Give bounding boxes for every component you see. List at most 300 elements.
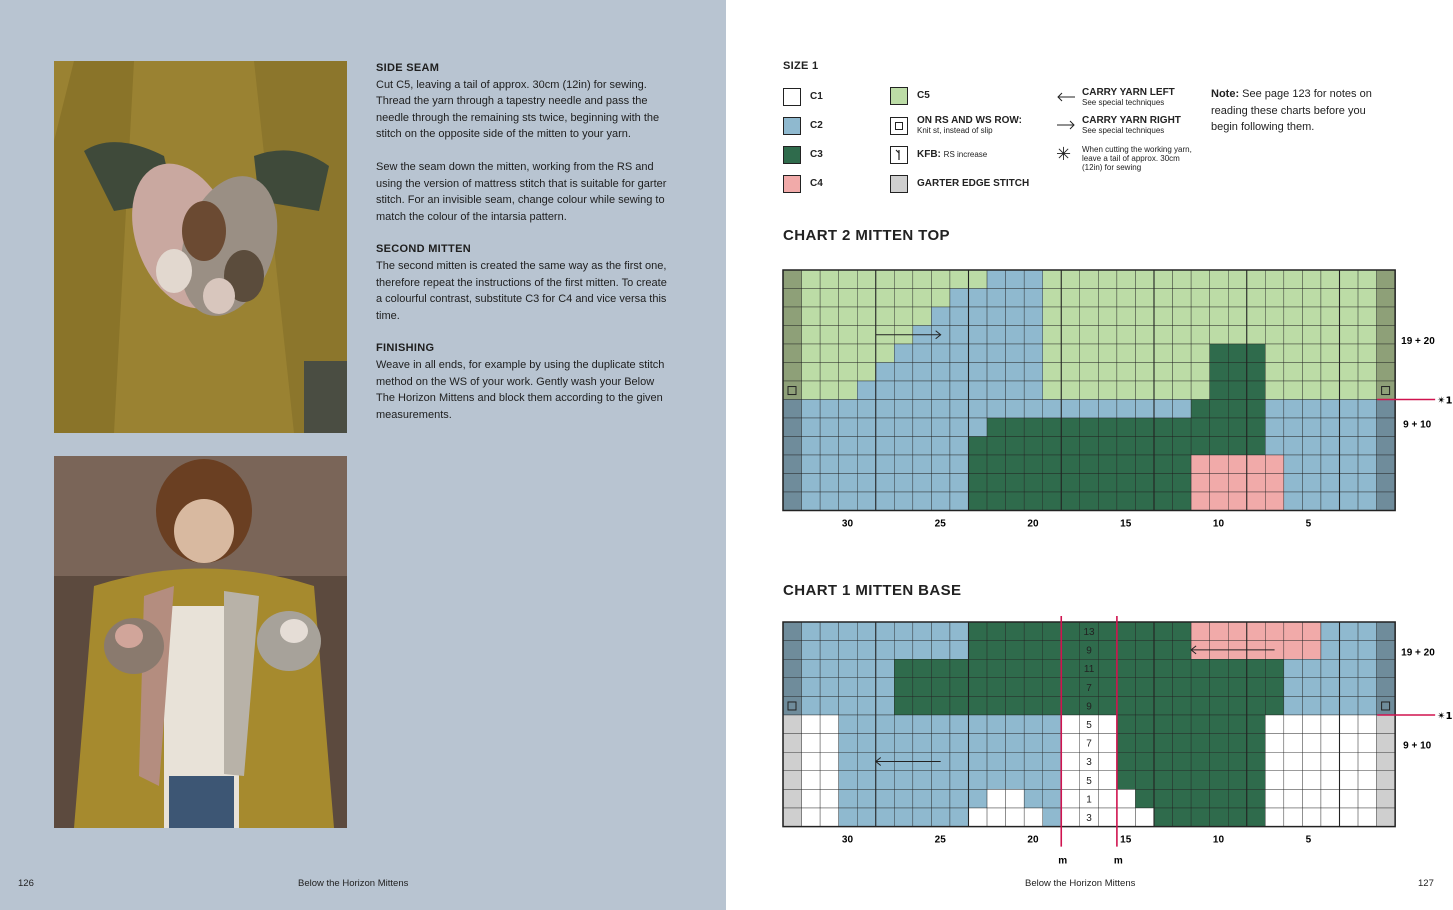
chart2-cell (1024, 437, 1043, 456)
chart1-cell (1173, 752, 1192, 771)
chart2-cell (820, 381, 839, 400)
chart2-cell (1340, 492, 1359, 511)
chart2-cell (1321, 455, 1340, 474)
chart1-cell (987, 678, 1006, 697)
legend-kfb (890, 146, 987, 164)
chart1-cell (783, 622, 802, 641)
chart2-cell (783, 437, 802, 456)
chart1-cell (969, 641, 988, 660)
chart2-cell (1228, 455, 1247, 474)
chart1-cell (950, 659, 969, 678)
chart1-cell (1061, 678, 1080, 697)
chart2-cell (1228, 289, 1247, 308)
chart2-cell (1173, 344, 1192, 363)
chart1-row-number: 3 (1086, 813, 1092, 824)
chart2-cell (1006, 455, 1025, 474)
chart1-cell (1024, 622, 1043, 641)
legend-label: GARTER EDGE STITCH (917, 178, 1030, 189)
chart1-cell (913, 622, 932, 641)
chart2-cell (1080, 492, 1099, 511)
chart1-cell (1340, 622, 1359, 641)
chart1-cell (1191, 752, 1210, 771)
chart2-cell (931, 418, 950, 437)
chart1-cell (876, 789, 895, 808)
chart2-cell (1377, 400, 1396, 419)
chart1-cell (969, 752, 988, 771)
chart2-cell (987, 381, 1006, 400)
chart1-cell (913, 696, 932, 715)
chart2-cell (1154, 381, 1173, 400)
chart2-cell (1173, 381, 1192, 400)
legend-sublabel: RS increase (943, 150, 988, 159)
chart2-cell (1358, 418, 1377, 437)
chart1-cell (1265, 678, 1284, 697)
chart1-cell (1247, 622, 1266, 641)
chart1-cell (1154, 659, 1173, 678)
chart2-cell (969, 363, 988, 382)
chart2-cell (1210, 418, 1229, 437)
chart1-cell (1321, 641, 1340, 660)
chart2-cell (1191, 307, 1210, 326)
chart2-cell (1098, 363, 1117, 382)
chart1-cell (1061, 659, 1080, 678)
chart1-cell (1302, 771, 1321, 790)
chart2-cell (1247, 400, 1266, 419)
chart2-cell (820, 289, 839, 308)
section-heading: SIDE SEAM (376, 62, 440, 74)
chart2-cell (820, 437, 839, 456)
legend-label: KFB: (917, 149, 941, 160)
chart2-cell (1284, 307, 1303, 326)
chart2-cell (1173, 474, 1192, 493)
chart1-cell (1377, 641, 1396, 660)
chart1-cell (802, 622, 821, 641)
legend-c3 (783, 146, 823, 164)
chart1-cell (1284, 752, 1303, 771)
chart1-tick-label: 15 (1120, 834, 1132, 846)
reading-note (1211, 86, 1386, 136)
chart2-cell (1321, 326, 1340, 345)
chart2-cell (1210, 270, 1229, 289)
chart2-cell (857, 455, 876, 474)
chart2-cell (950, 400, 969, 419)
chart1-cell (802, 752, 821, 771)
chart2-cell (839, 344, 858, 363)
chart2-cell (894, 437, 913, 456)
chart2-cell (820, 363, 839, 382)
chart2-cell (783, 492, 802, 511)
chart2-cell (969, 307, 988, 326)
chart1-cell (1247, 678, 1266, 697)
chart1-cell (913, 734, 932, 753)
legend-carry-right (1056, 116, 1181, 136)
chart1-cell (950, 678, 969, 697)
chart2-cell (1154, 326, 1173, 345)
chart1-cell (876, 696, 895, 715)
chart2-cell (1135, 307, 1154, 326)
chart2-cell (1061, 418, 1080, 437)
chart2-cell (1265, 455, 1284, 474)
chart2-cell (931, 307, 950, 326)
chart1-cell (950, 771, 969, 790)
chart2-cell (1154, 270, 1173, 289)
chart1-cell (1321, 752, 1340, 771)
chart2-cell (1247, 418, 1266, 437)
chart1-cell (1302, 734, 1321, 753)
chart2-cell (1302, 474, 1321, 493)
chart2-cell (1006, 437, 1025, 456)
chart2-cell (1043, 289, 1062, 308)
chart2-cell (1377, 492, 1396, 511)
chart1-cell (1117, 734, 1136, 753)
chart1-cell (1247, 771, 1266, 790)
chart2-cell (1154, 307, 1173, 326)
chart1-cell (1098, 771, 1117, 790)
chart1-cell (1098, 789, 1117, 808)
chart2-cell (969, 492, 988, 511)
chart1-cell (1191, 715, 1210, 734)
chart2-cell (1247, 492, 1266, 511)
chart2-cell (894, 455, 913, 474)
chart2-cell (1080, 400, 1099, 419)
chart2-title: CHART 2 MITTEN TOP (783, 227, 950, 244)
chart2-cell (839, 437, 858, 456)
chart2-cell (1135, 289, 1154, 308)
legend-knit-st (890, 116, 1022, 136)
chart2-cell (857, 326, 876, 345)
chart2-cell (857, 400, 876, 419)
chart2-tick-label: 15 (1120, 518, 1132, 530)
chart1-cell (820, 752, 839, 771)
section-heading: SECOND MITTEN (376, 243, 471, 256)
chart1-cell (1210, 771, 1229, 790)
chart1-cell (987, 771, 1006, 790)
chart1-cell (1061, 734, 1080, 753)
chart2-cell (1321, 437, 1340, 456)
chart1-cell (1117, 659, 1136, 678)
chart2-cell (1377, 289, 1396, 308)
chart2-cell (1340, 289, 1359, 308)
chart1-cell (1006, 678, 1025, 697)
chart1-cell (1061, 752, 1080, 771)
chart1-cell (1173, 734, 1192, 753)
chart2-cell (1284, 418, 1303, 437)
chart1-cell (987, 659, 1006, 678)
chart1-cell (1024, 808, 1043, 827)
chart2-cell (1340, 437, 1359, 456)
chart1-cell (969, 789, 988, 808)
chart1-cell (1321, 659, 1340, 678)
chart2-cell (1191, 363, 1210, 382)
chart1-cell (1061, 641, 1080, 660)
chart2-cell (876, 474, 895, 493)
chart1-cell (1210, 622, 1229, 641)
chart2-cell (1377, 363, 1396, 382)
chart1-row-number: 11 (1083, 664, 1095, 676)
chart1-row-number: 5 (1086, 775, 1092, 787)
chart2-cell (1173, 307, 1192, 326)
chart1-cell (802, 734, 821, 753)
chart2-cell (1228, 381, 1247, 400)
chart1-cell (857, 808, 876, 827)
chart1-cell (1117, 752, 1136, 771)
chart2-cell (969, 455, 988, 474)
chart2-cell (1210, 363, 1229, 382)
arrow-left-icon (1056, 92, 1076, 105)
chart2-cell (1135, 474, 1154, 493)
chart2-cell (1098, 400, 1117, 419)
chart2-cell (894, 270, 913, 289)
chart2-cell (1228, 437, 1247, 456)
chart2-cell (1228, 363, 1247, 382)
chart2-cell (1191, 344, 1210, 363)
chart1-cell (783, 808, 802, 827)
chart2-cell (987, 307, 1006, 326)
chart2-cell (1340, 381, 1359, 400)
chart2-cell (987, 363, 1006, 382)
chart2-cell (1228, 326, 1247, 345)
chart1-cell (913, 641, 932, 660)
chart2-cell (1228, 270, 1247, 289)
chart1-cell (1302, 789, 1321, 808)
chart2-cell (1321, 400, 1340, 419)
chart2-cell (1080, 363, 1099, 382)
chart2-cell (1080, 289, 1099, 308)
chart1-cell (1358, 734, 1377, 753)
chart2-cell (876, 270, 895, 289)
chart2-cell (1080, 474, 1099, 493)
chart1-cell (1210, 659, 1229, 678)
chart2-cell (839, 381, 858, 400)
chart1-cell (1173, 622, 1192, 641)
chart2-cell (1265, 400, 1284, 419)
chart2-cell (1247, 437, 1266, 456)
page-number-right: 127 (1418, 878, 1434, 889)
chart2-cell (857, 270, 876, 289)
chart2-cell (1302, 437, 1321, 456)
chart2-cell (1173, 492, 1192, 511)
chart2-cell (1284, 363, 1303, 382)
chart2-cell (1191, 289, 1210, 308)
chart2-cell (783, 474, 802, 493)
chart1-cell (839, 696, 858, 715)
chart2-cell (1117, 326, 1136, 345)
chart1-cell (1210, 734, 1229, 753)
chart1-cell (1247, 808, 1266, 827)
chart2-cell (1098, 474, 1117, 493)
chart2-cell (1284, 400, 1303, 419)
chart1-cell (1228, 789, 1247, 808)
chart1-cell (987, 808, 1006, 827)
chart2-cell (1358, 400, 1377, 419)
chart2-cell (1247, 289, 1266, 308)
chart2-mitten-top (770, 262, 1453, 537)
chart1-cell (1006, 622, 1025, 641)
legend-sublabel: See special techniques (1082, 98, 1165, 107)
chart2-cell (1173, 437, 1192, 456)
chart2-cell (783, 363, 802, 382)
chart1-cell (1006, 696, 1025, 715)
chart1-cell (857, 622, 876, 641)
chart1-marker-label: m (1058, 855, 1068, 867)
chart2-cell (876, 289, 895, 308)
chart1-cell (1061, 771, 1080, 790)
chart1-title: CHART 1 MITTEN BASE (783, 582, 962, 599)
chart1-cell (820, 808, 839, 827)
chart1-cell (1173, 641, 1192, 660)
chart2-cell (1265, 344, 1284, 363)
chart1-cell (1265, 696, 1284, 715)
chart2-cell (1340, 344, 1359, 363)
chart2-cell (1191, 474, 1210, 493)
legend-carry-left (1056, 88, 1175, 108)
chart1-cell (1117, 696, 1136, 715)
chart1-cell (1006, 771, 1025, 790)
chart2-cell (1358, 344, 1377, 363)
chart1-cell (1340, 641, 1359, 660)
chart2-cell (802, 289, 821, 308)
chart1-cell (1302, 696, 1321, 715)
arrow-right-icon (1056, 120, 1076, 133)
chart1-cell (950, 641, 969, 660)
chart2-rows-label: 9 + 10 (1403, 419, 1432, 431)
chart2-cell (913, 474, 932, 493)
chart2-cell (1024, 381, 1043, 400)
chart1-cell (1024, 641, 1043, 660)
chart2-cell (1265, 363, 1284, 382)
chart1-cell (802, 808, 821, 827)
chart2-cell (1210, 455, 1229, 474)
chart2-cell (1098, 289, 1117, 308)
chart2-cell (1228, 344, 1247, 363)
chart1-cell (820, 696, 839, 715)
chart2-cell (1024, 289, 1043, 308)
chart1-cell (802, 696, 821, 715)
chart1-cell (1265, 752, 1284, 771)
chart1-cell (1061, 715, 1080, 734)
chart1-cell (783, 641, 802, 660)
chart1-mitten-base (770, 612, 1453, 872)
chart1-cell (1247, 789, 1266, 808)
chart2-cell (1061, 455, 1080, 474)
chart1-cell (1043, 734, 1062, 753)
chart1-cell (1154, 641, 1173, 660)
chart2-cell (1154, 344, 1173, 363)
chart2-cell (857, 418, 876, 437)
chart2-cell (783, 400, 802, 419)
chart1-cell (857, 752, 876, 771)
chart2-cell (857, 381, 876, 400)
chart2-cell (894, 400, 913, 419)
chart2-cell (1265, 418, 1284, 437)
chart2-cell (1024, 400, 1043, 419)
chart2-cell (1210, 307, 1229, 326)
chart1-cell (950, 808, 969, 827)
chart1-cell (1265, 789, 1284, 808)
chart1-cell (1173, 808, 1192, 827)
chart2-cell (1265, 381, 1284, 400)
chart2-cell (839, 363, 858, 382)
chart2-cell (950, 307, 969, 326)
chart1-cell (1210, 678, 1229, 697)
chart1-cell (876, 771, 895, 790)
chart1-cell (839, 715, 858, 734)
chart2-cell (1302, 326, 1321, 345)
legend-sublabel: When cutting the working yarn, leave a tail of approx. 30cm (12in) for sewing (1082, 145, 1192, 172)
chart2-cell (1006, 400, 1025, 419)
chart1-cell (1043, 659, 1062, 678)
chart2-cell (1210, 400, 1229, 419)
legend-c5 (890, 87, 930, 105)
chart1-cell (1154, 715, 1173, 734)
chart1-cell (1228, 808, 1247, 827)
chart2-cell (1006, 381, 1025, 400)
chart2-cell (913, 418, 932, 437)
chart2-cell (1098, 437, 1117, 456)
chart2-cell (1061, 381, 1080, 400)
photo-person-mittens (54, 456, 347, 828)
chart1-cell (1117, 641, 1136, 660)
chart1-cell (894, 771, 913, 790)
chart1-cell (950, 622, 969, 641)
chart1-tick-label: 20 (1027, 834, 1039, 846)
chart2-cell (950, 474, 969, 493)
chart1-cell (1191, 734, 1210, 753)
chart2-cell (1191, 400, 1210, 419)
chart2-cell (1098, 418, 1117, 437)
chart2-cell (839, 400, 858, 419)
chart2-cell (1340, 307, 1359, 326)
chart1-cell (969, 622, 988, 641)
swatch-c3 (783, 146, 801, 164)
section-body: Weave in all ends, for example by using the duplicate stitch method on the WS of your work. Gently wash your Below The Horizon Mittens and block them according to the given measurements. (376, 358, 665, 421)
chart2-cell (987, 437, 1006, 456)
left-page (0, 0, 726, 910)
chart1-cell (1302, 808, 1321, 827)
chart2-cell (969, 381, 988, 400)
chart2-cell (820, 455, 839, 474)
chart1-cell (1061, 696, 1080, 715)
chart2-cell (1061, 326, 1080, 345)
chart1-cell (820, 771, 839, 790)
chart2-cell (839, 270, 858, 289)
page-number-left: 126 (18, 878, 34, 889)
chart2-cell (1321, 474, 1340, 493)
chart2-cell (802, 363, 821, 382)
chart2-tick-label: 10 (1212, 518, 1225, 530)
chart1-cell (820, 789, 839, 808)
chart1-cell (931, 734, 950, 753)
chart1-cell (1358, 622, 1377, 641)
chart1-cell (1340, 752, 1359, 771)
chart2-cell (1265, 492, 1284, 511)
chart2-cell (1358, 363, 1377, 382)
chart1-cell (820, 678, 839, 697)
chart2-cell (950, 455, 969, 474)
legend-sublabel: See special techniques (1082, 126, 1165, 135)
chart2-cell (1358, 289, 1377, 308)
chart1-cell (1284, 734, 1303, 753)
swatch-c2 (783, 117, 801, 135)
chart2-cell (1321, 381, 1340, 400)
chart2-cell (1247, 270, 1266, 289)
chart1-cell (802, 715, 821, 734)
chart1-cell (950, 696, 969, 715)
chart2-cell (913, 307, 932, 326)
chart2-cell (1191, 270, 1210, 289)
chart2-cell (820, 474, 839, 493)
chart2-cell (1265, 437, 1284, 456)
